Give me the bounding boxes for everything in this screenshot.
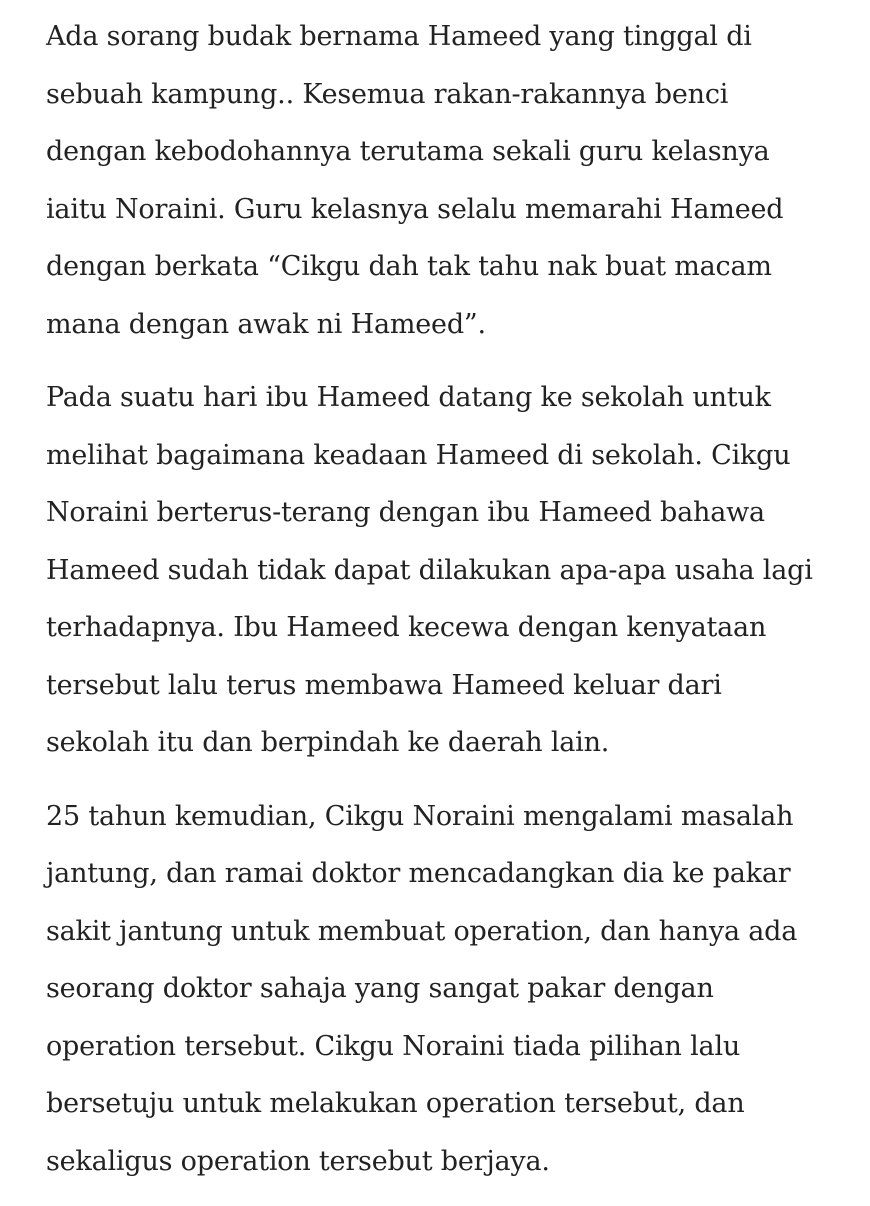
article-body (46, 8, 846, 1206)
paragraph-1: Ada sorang budak bernama Hameed yang tinggal di sebuah kampung.. Kesemua rakan-rakannya benci dengan kebodohannya terutama sekali guru kelasnya iaitu Noraini. Guru kelasnya selalu memarahi Hameed dengan berkata “Cikgu dah tak tahu nak buat macam mana dengan awak ni Hameed”. (46, 21, 784, 340)
paragraph-2: Pada suatu hari ibu Hameed datang ke sekolah untuk melihat bagaimana keadaan Hameed di sekolah. Cikgu Noraini berterus-terang dengan ibu Hameed bahawa Hameed sudah tidak dapat dilakukan apa-apa usaha lagi terhadapnya. Ibu Hameed kecewa dengan kenyataan tersebut lalu terus membawa Hameed keluar dari sekolah itu dan berpindah ke daerah lain. (46, 382, 813, 758)
paragraph-3: 25 tahun kemudian, Cikgu Noraini mengalami masalah jantung, dan ramai doktor mencadangkan dia ke pakar sakit jantung untuk membuat operation, dan hanya ada seorang doktor sahaja yang sangat pakar dengan operation tersebut. Cikgu Noraini tiada pilihan lalu bersetuju untuk melakukan operation tersebut, dan sekaligus operation tersebut berjaya. (46, 800, 798, 1177)
